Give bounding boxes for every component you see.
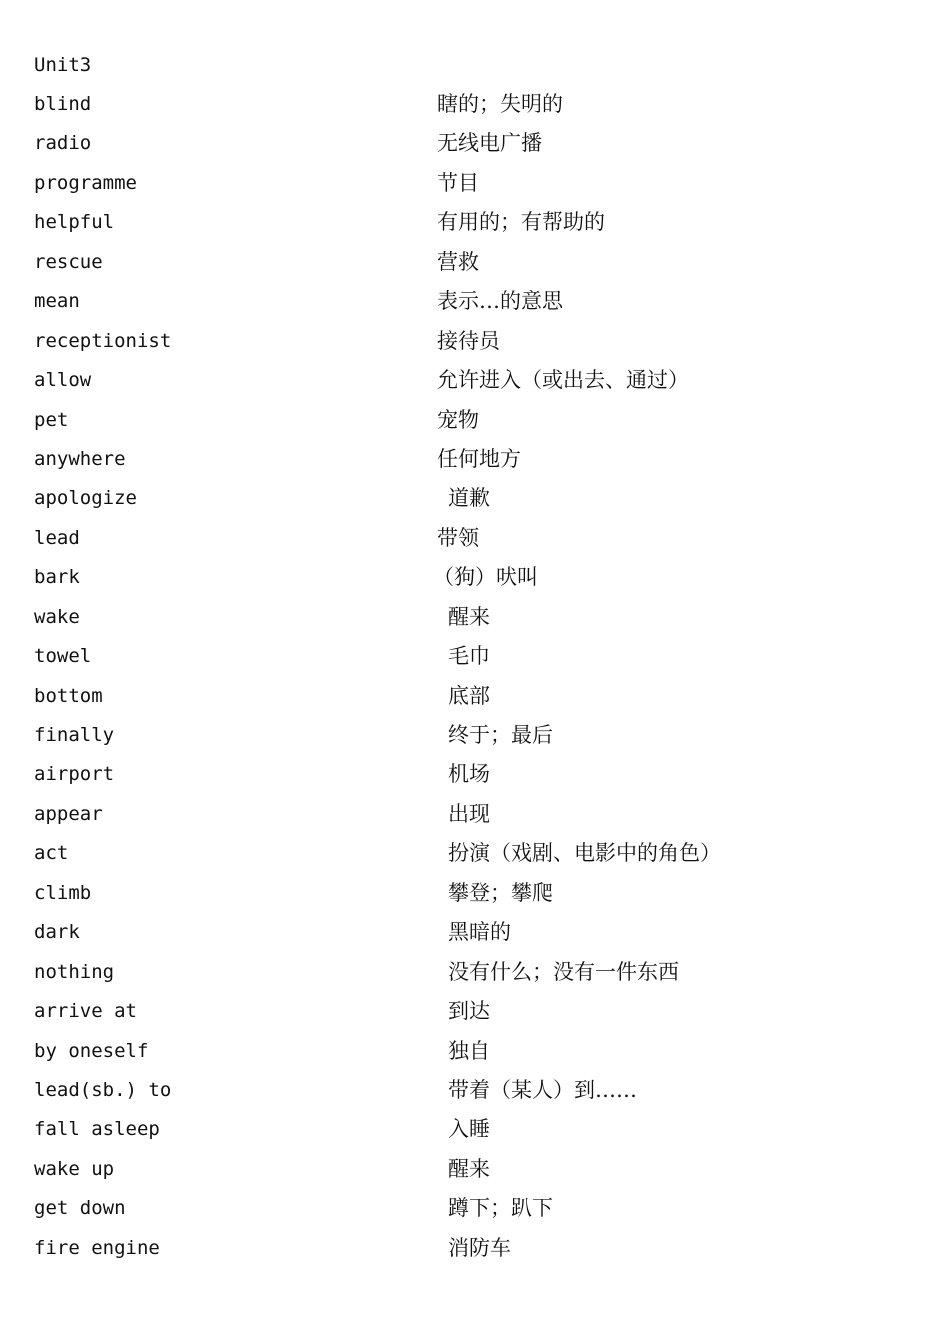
english-word: rescue bbox=[34, 250, 103, 273]
vocab-row bbox=[0, 683, 950, 722]
chinese-meaning: 带领 bbox=[437, 525, 479, 550]
english-word: airport bbox=[34, 763, 115, 786]
vocab-row bbox=[0, 564, 950, 603]
english-word: wake bbox=[34, 605, 80, 628]
english-word: nothing bbox=[34, 960, 115, 983]
unit-title: Unit3 bbox=[34, 54, 92, 76]
vocab-row bbox=[0, 367, 950, 406]
chinese-meaning: （狗）吠叫 bbox=[433, 565, 538, 590]
chinese-meaning: 接待员 bbox=[437, 328, 500, 353]
vocab-row bbox=[0, 288, 950, 327]
vocab-row bbox=[0, 643, 950, 682]
english-word: mean bbox=[34, 290, 80, 313]
vocab-row bbox=[0, 525, 950, 564]
chinese-meaning: 出现 bbox=[448, 801, 490, 826]
vocab-row bbox=[0, 959, 950, 998]
english-word: fire engine bbox=[34, 1236, 160, 1259]
english-word: helpful bbox=[34, 211, 115, 234]
english-word: programme bbox=[34, 171, 137, 194]
english-word: bottom bbox=[34, 684, 103, 707]
vocab-row bbox=[0, 407, 950, 446]
vocab-row bbox=[0, 722, 950, 761]
chinese-meaning: 营救 bbox=[437, 249, 479, 274]
chinese-meaning: 攀登；攀爬 bbox=[448, 880, 553, 905]
english-word: wake up bbox=[34, 1157, 115, 1180]
chinese-meaning: 蹲下；趴下 bbox=[448, 1196, 553, 1221]
chinese-meaning: 到达 bbox=[448, 999, 490, 1024]
chinese-meaning: 无线电广播 bbox=[437, 131, 542, 156]
english-word: anywhere bbox=[34, 447, 126, 470]
vocab-row bbox=[0, 1077, 950, 1116]
vocab-row bbox=[0, 1156, 950, 1195]
english-word: allow bbox=[34, 369, 92, 392]
chinese-meaning: 机场 bbox=[448, 762, 490, 787]
chinese-meaning: 扮演（戏剧、电影中的角色） bbox=[448, 841, 721, 866]
english-word: apologize bbox=[34, 487, 137, 510]
chinese-meaning: 黑暗的 bbox=[448, 920, 511, 945]
english-word: lead bbox=[34, 526, 80, 549]
english-word: finally bbox=[34, 724, 115, 746]
english-word: lead(sb.) to bbox=[34, 1078, 172, 1101]
english-word: blind bbox=[34, 93, 92, 115]
vocab-row bbox=[0, 209, 950, 248]
english-word: fall asleep bbox=[34, 1118, 160, 1141]
english-word: pet bbox=[34, 408, 69, 431]
english-word: arrive at bbox=[34, 1000, 137, 1023]
english-word: climb bbox=[34, 881, 92, 904]
vocab-row bbox=[0, 130, 950, 169]
chinese-meaning: 任何地方 bbox=[437, 446, 521, 471]
english-word: bark bbox=[34, 566, 80, 589]
vocab-row bbox=[0, 485, 950, 524]
chinese-meaning: 没有什么；没有一件东西 bbox=[448, 959, 679, 984]
vocabulary-list bbox=[0, 91, 950, 1274]
chinese-meaning: 节目 bbox=[437, 170, 479, 195]
english-word: act bbox=[34, 842, 69, 865]
vocab-row bbox=[0, 91, 950, 130]
vocab-row bbox=[0, 1038, 950, 1077]
chinese-meaning: 独自 bbox=[448, 1038, 490, 1063]
vocab-row bbox=[0, 604, 950, 643]
chinese-meaning: 毛巾 bbox=[448, 644, 490, 669]
vocab-row bbox=[0, 249, 950, 288]
vocab-row bbox=[0, 998, 950, 1037]
chinese-meaning: 有用的；有帮助的 bbox=[437, 210, 605, 235]
english-word: appear bbox=[34, 802, 103, 825]
chinese-meaning: 带着（某人）到…… bbox=[448, 1077, 637, 1102]
vocab-row bbox=[0, 446, 950, 485]
vocab-row bbox=[0, 1195, 950, 1234]
chinese-meaning: 醒来 bbox=[448, 604, 490, 629]
chinese-meaning: 瞎的；失明的 bbox=[437, 92, 563, 116]
chinese-meaning: 表示…的意思 bbox=[437, 289, 563, 314]
vocab-row bbox=[0, 1235, 950, 1274]
vocab-row bbox=[0, 761, 950, 800]
chinese-meaning: 道歉 bbox=[448, 486, 490, 511]
english-word: towel bbox=[34, 645, 92, 668]
chinese-meaning: 宠物 bbox=[437, 407, 479, 432]
english-word: receptionist bbox=[34, 329, 172, 352]
vocab-row bbox=[0, 840, 950, 879]
chinese-meaning: 醒来 bbox=[448, 1156, 490, 1181]
vocab-row bbox=[0, 919, 950, 958]
english-word: radio bbox=[34, 132, 92, 155]
chinese-meaning: 终于；最后 bbox=[448, 723, 553, 747]
chinese-meaning: 入睡 bbox=[448, 1117, 490, 1142]
vocab-row bbox=[0, 801, 950, 840]
vocab-row bbox=[0, 880, 950, 919]
english-word: get down bbox=[34, 1197, 126, 1220]
vocab-row bbox=[0, 328, 950, 367]
chinese-meaning: 底部 bbox=[448, 683, 490, 708]
english-word: dark bbox=[34, 921, 80, 944]
vocab-row bbox=[0, 1116, 950, 1155]
english-word: by oneself bbox=[34, 1039, 149, 1062]
chinese-meaning: 消防车 bbox=[448, 1235, 511, 1260]
chinese-meaning: 允许进入（或出去、通过） bbox=[437, 368, 689, 393]
vocab-row bbox=[0, 170, 950, 209]
